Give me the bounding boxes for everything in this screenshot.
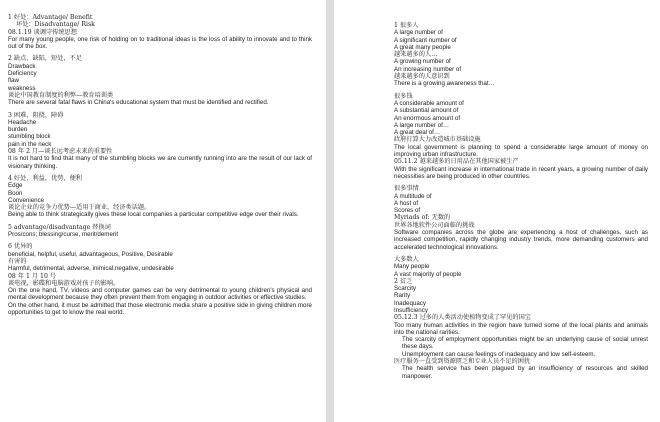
word-item: pain in the neck [8, 140, 52, 148]
right-page [334, 0, 660, 422]
heading-harmful: 有害的 [8, 257, 27, 265]
topic-note: 越来越多的人意识到 [394, 73, 450, 81]
word-item: An enormous amount of [394, 114, 461, 122]
word-item: A host of [394, 199, 419, 207]
word-item: A large number of [394, 29, 443, 37]
word-item: Scarcity [394, 285, 417, 293]
topic-note: 医疗服务一直受到资源匮乏和专业人员不足的困扰 [394, 358, 531, 366]
word-item: Scores of [394, 207, 421, 215]
word-item: Drawback [8, 62, 36, 70]
topic-note: 05.12.3 过多的人类活动使植物变成了罕见的国宝 [394, 314, 531, 322]
date-note: 08 年 1 月 10 号 [8, 272, 57, 280]
word-item: Insufficiency [394, 306, 428, 314]
word-item: A great deal of… [394, 129, 441, 137]
word-item: Many people [394, 263, 430, 271]
example-paragraph: On the other hand, it must be admitted that those electronic media share a positive side in giving children more opportunities to get to know the real world. [8, 301, 312, 316]
heading-many-people: 1 很多人 [394, 22, 419, 29]
word-item: weakness [8, 84, 36, 92]
example-paragraph: Software companies across the globe are experiencing a host of challenges, such as increased competition, rapidly changing industry trends, more demanding customers and accelerated technological innovations. [394, 229, 648, 251]
heading-scarcity: 2 贫乏 [394, 277, 413, 285]
topic-note: 谈电视，影碟和电脑游戏对孩子的影响。 [8, 279, 120, 287]
word-item: A considerable amount of [394, 99, 464, 107]
word-item: Rarity [394, 292, 411, 300]
section-beneficial [8, 243, 312, 316]
line-disadvantage: 坏处：Disadvantage/ Risk [16, 21, 95, 29]
example-paragraph: Too many human activities in the region have turned some of the local plants and animals into the national rarities. [394, 321, 648, 336]
section-drawback [8, 55, 312, 106]
word-item: Convenience [8, 196, 45, 204]
word-item: Boon [8, 189, 23, 197]
example-paragraph: Being able to think strategically gives these local companies a particular competitive edge over their rivals. [8, 211, 299, 219]
section-benefit [8, 175, 312, 219]
example-paragraph: With the significant increase in international trade in recent years, a growing number of daily necessities are being produced in other countries. [394, 165, 648, 180]
topic-note: 08 年 2 月—谈长远考虑未来的重要性 [8, 148, 113, 156]
heading-benefit: 4 好处，利益，优势，便利 [8, 174, 82, 182]
phrase-item: There is a growing awareness that… [394, 80, 495, 88]
example-paragraph: There are several fatal flaws in China's educational system that must be identified and rectified. [8, 99, 269, 107]
word-item: A multitude of [394, 192, 432, 200]
positive-word-list: beneficial, helpful, useful, advantageous, Positive, Desirable [8, 250, 173, 258]
word-item: Edge [8, 182, 23, 190]
topic-note: 世界各地软件公司面临的挑战 [394, 221, 475, 229]
heading-drawback: 2 缺点，缺陷，短处，不足 [8, 55, 82, 63]
topic-note: 05.11.2 越来越多的日用品在其他国家被生产 [394, 158, 519, 166]
example-paragraph: The scarcity of employment opportunities might be an underlying cause of social unrest these days. [402, 336, 648, 351]
heading-beneficial: 6 优异的 [8, 243, 33, 251]
example-paragraph: On the one hand, TV, videos and computer games can be very detrimental to young children's physical and mental development because they often prevent them from engaging in outdoor activities or effective studies. [8, 287, 312, 302]
word-item: A growing number of [394, 58, 451, 66]
word-item: Myriads of: 无数的 [394, 214, 451, 222]
section-advantage [8, 14, 312, 50]
word-item: Headache [8, 118, 37, 126]
word-item: A vast majority of people [394, 270, 462, 278]
word-item: stumbling block [8, 133, 51, 141]
word-item: An increasing number of [394, 65, 462, 73]
topic-note: 08.1.19 谈调守传统思想 [8, 28, 77, 36]
example-paragraph: The local government is planning to spend a considerable large amount of money on improving urban infrastructure. [394, 143, 648, 159]
heading-synonyms: 5 advantage/disadvantage 替换词 [8, 223, 111, 231]
section-majority [394, 256, 648, 380]
heading-obstacle: 3 困难，阻挠，障碍 [8, 111, 64, 119]
left-page [0, 0, 326, 422]
section-many-things [394, 185, 648, 251]
word-item: burden [8, 126, 28, 134]
example-paragraph: The health service has been plagued by an insufficiency of resources and skilled manpower. [402, 365, 648, 380]
section-much-money [394, 93, 648, 181]
example-paragraph: For many young people, one risk of holding on to traditional ideas is the loss of ability to innovate and to think out of the box. [8, 35, 312, 51]
example-paragraph: It is not hard to find that many of the stumbling blocks we are currently running into are the result of our lack of visionary thinking. [8, 155, 312, 170]
heading-majority: 大多数人 [394, 255, 419, 263]
topic-note: 谈论中国教育制度的利弊—教育培训类 [8, 91, 114, 99]
section-many-people [394, 22, 648, 88]
section-synonyms [8, 224, 312, 239]
topic-note: 谈论企业的竞争力优势—适用于商业，经济类话题。 [8, 204, 151, 212]
word-item: Deficiency [8, 70, 37, 78]
word-item: A substantial amount of [394, 107, 459, 115]
word-item: A great many people [394, 43, 451, 51]
word-item: A large number of… [394, 121, 450, 129]
heading-many-things: 很多事情 [394, 185, 419, 193]
topic-note: 越来越多的人… [394, 51, 438, 59]
word-item: Inadequacy [394, 299, 426, 307]
heading-advantage: 1 好处：Advantage/ Benefit [8, 14, 93, 21]
topic-note: 政府打算大力改造城市基础设施 [394, 136, 481, 144]
section-obstacle [8, 112, 312, 170]
negative-word-list: Harmful, detrimental, adverse, inimical,negative, undesirable [8, 265, 174, 273]
synonym-list: Pros/cons; blessing/curse, merit/demerit [8, 231, 119, 239]
word-item: A significant number of [394, 36, 457, 44]
example-paragraph: Unemployment can cause feelings of inadequacy and low self-esteem. [402, 350, 596, 358]
heading-much-money: 很多钱 [394, 92, 413, 100]
word-item: flaw [8, 77, 20, 85]
